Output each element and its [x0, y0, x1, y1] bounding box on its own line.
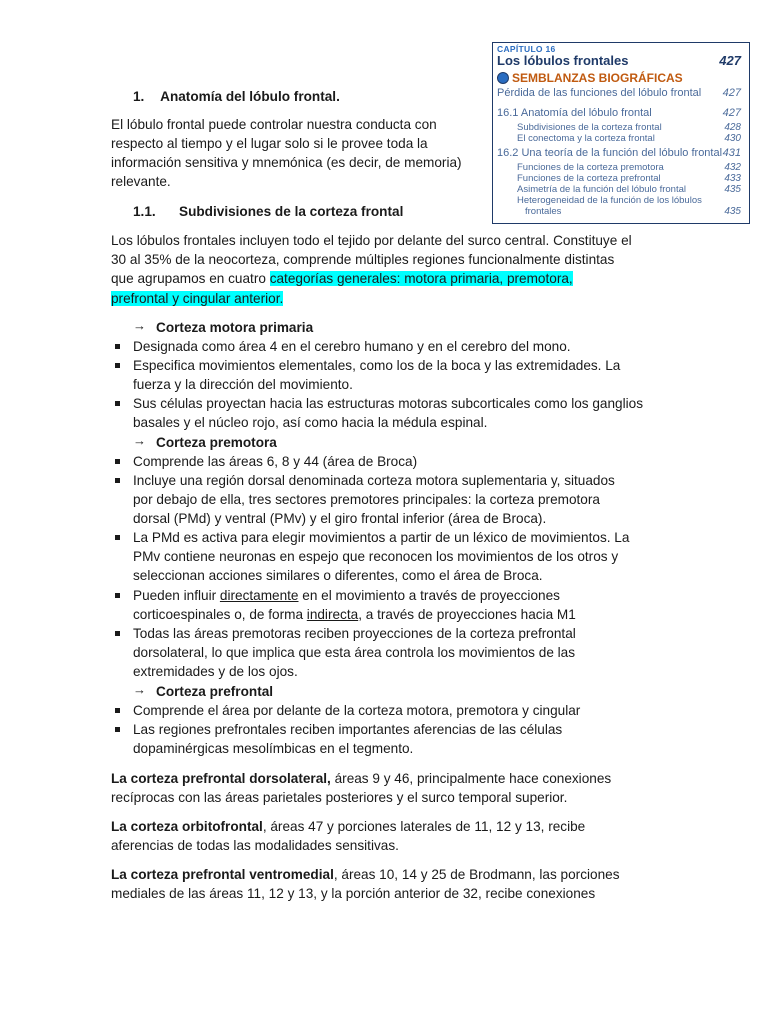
list-item: Todas las áreas premotoras reciben proyecciones de la corteza prefrontal: [133, 626, 576, 641]
paragraph-line: La corteza orbitofrontal, áreas 47 y porciones laterales de 11, 12 y 13, recibe: [111, 819, 586, 834]
heading-1: 1. Anatomía del lóbulo frontal.: [133, 89, 340, 104]
toc-entry: Pérdida de las funciones del lóbulo frontal 427: [497, 87, 741, 99]
toc-entry: Heterogeneidad de la función de los lóbulos: [517, 195, 702, 206]
arrow-right-icon: →: [133, 433, 146, 448]
list-item: Especifica movimientos elementales, como los de la boca y las extremidades. La: [133, 358, 621, 373]
list-item: Pueden influir directamente en el movimiento a través de proyecciones: [133, 588, 560, 603]
paragraph-line: [111, 289, 283, 309]
toc-entry: frontales 435: [525, 206, 741, 217]
list-item-cont: PMv contiene neuronas en espejo que reconocen los movimientos de los otros y: [133, 549, 619, 564]
list-item-cont: corticoespinales o, de forma indirecta, a través de proyecciones hacia M1: [133, 607, 576, 622]
list-item: Incluye una región dorsal denominada corteza motora suplementaria y, situados: [133, 473, 615, 488]
toc-chapter-page: 427: [719, 53, 741, 68]
bullet-icon: [115, 363, 120, 368]
intro-paragraph-line: información sensitiva y mnemónica (es decir, de memoria): [111, 155, 462, 170]
paragraph-line: recíprocas con las áreas parietales posteriores y el surco temporal superior.: [111, 790, 568, 805]
list-item-cont: dorsal (PMd) y ventral (PMv) y el giro frontal inferior (área de Broca).: [133, 511, 547, 526]
paragraph-line: La corteza prefrontal ventromedial, áreas 10, 14 y 25 de Brodmann, las porciones: [111, 867, 620, 882]
intro-paragraph-line: El lóbulo frontal puede controlar nuestra conducta con: [111, 117, 437, 132]
bullet-icon: [115, 459, 120, 464]
list-item: Las regiones prefrontales reciben importantes aferencias de las células: [133, 722, 563, 737]
paragraph-line: que agrupamos en cuatro categorías generales: motora primaria, premotora,: [111, 271, 573, 286]
highlighted-text: prefrontal y cingular anterior.: [111, 291, 284, 306]
bullet-icon: [115, 631, 120, 636]
list-item-cont: dopaminérgicas mesolímbicas en el tegmento.: [133, 741, 414, 756]
bullet-icon: [115, 593, 120, 598]
table-of-contents-box: [492, 42, 750, 224]
bullet-icon: [115, 727, 120, 732]
paragraph-line: La corteza prefrontal dorsolateral, áreas 9 y 46, principalmente hace conexiones: [111, 771, 612, 786]
list-item: La PMd es activa para elegir movimientos a partir de un léxico de movimientos. La: [133, 530, 630, 545]
list-item-cont: seleccionan acciones similares o diferentes, como el área de Broca.: [133, 568, 543, 583]
toc-semblanzas: SEMBLANZAS BIOGRÁFICAS: [497, 71, 741, 85]
toc-entry: 16.2 Una teoría de la función del lóbulo frontal 431: [497, 147, 741, 159]
arrow-right-icon: →: [133, 318, 146, 333]
list-item-cont: por debajo de ella, tres sectores premotores principales: la corteza premotora: [133, 492, 600, 507]
bullet-icon: [115, 708, 120, 713]
heading-1-1: 1.1. Subdivisiones de la corteza frontal: [133, 204, 404, 219]
arrow-right-icon: →: [133, 682, 146, 697]
toc-entry: 16.1 Anatomía del lóbulo frontal 427: [497, 107, 741, 119]
bullet-icon: [115, 344, 120, 349]
bullet-icon: [115, 478, 120, 483]
toc-entry: Subdivisiones de la corteza frontal 428: [517, 122, 741, 133]
toc-entry: Funciones de la corteza premotora 432: [517, 162, 741, 173]
list-item: Designada como área 4 en el cerebro humano y en el cerebro del mono.: [133, 339, 571, 354]
toc-chapter-title: Los lóbulos frontales 427: [497, 53, 741, 68]
list-item: Comprende el área por delante de la corteza motora, premotora y cingular: [133, 703, 581, 718]
toc-entry: El conectoma y la corteza frontal 430: [517, 133, 741, 144]
paragraph-line: 30 al 35% de la neocorteza, comprende múltiples regiones funcionalmente distintas: [111, 252, 615, 267]
toc-entry: Asimetría de la función del lóbulo frontal 435: [517, 184, 741, 195]
globe-icon: [497, 72, 509, 84]
paragraph-line: mediales de las áreas 11, 12 y 13, y la porción anterior de 32, recibe conexiones: [111, 886, 596, 901]
highlighted-text: categorías generales: motora primaria, premotora,: [269, 271, 573, 286]
section-title: Corteza prefrontal: [156, 684, 274, 699]
list-item: Sus células proyectan hacia las estructuras motoras subcorticales como los ganglios: [133, 396, 644, 411]
list-item-cont: extremidades y de los ojos.: [133, 664, 298, 679]
list-item-cont: dorsolateral, lo que implica que esta área controla los movimientos de las: [133, 645, 576, 660]
section-title: Corteza motora primaria: [156, 320, 314, 335]
toc-entry: Funciones de la corteza prefrontal 433: [517, 173, 741, 184]
toc-chapter-label: CAPÍTULO 16: [497, 44, 556, 54]
section-title: Corteza premotora: [156, 435, 277, 450]
intro-paragraph-line: relevante.: [111, 174, 171, 189]
bullet-icon: [115, 401, 120, 406]
list-item-cont: basales y el núcleo rojo, así como hacia la médula espinal.: [133, 415, 488, 430]
intro-paragraph-line: respecto al tiempo y el lugar solo si le provee toda la: [111, 136, 428, 151]
paragraph-line: aferencias de todas las modalidades sensitivas.: [111, 838, 399, 853]
list-item: Comprende las áreas 6, 8 y 44 (área de Broca): [133, 454, 418, 469]
list-item-cont: fuerza y la dirección del movimiento.: [133, 377, 353, 392]
bullet-icon: [115, 535, 120, 540]
paragraph-line: Los lóbulos frontales incluyen todo el tejido por delante del surco central. Constituye el: [111, 233, 632, 248]
